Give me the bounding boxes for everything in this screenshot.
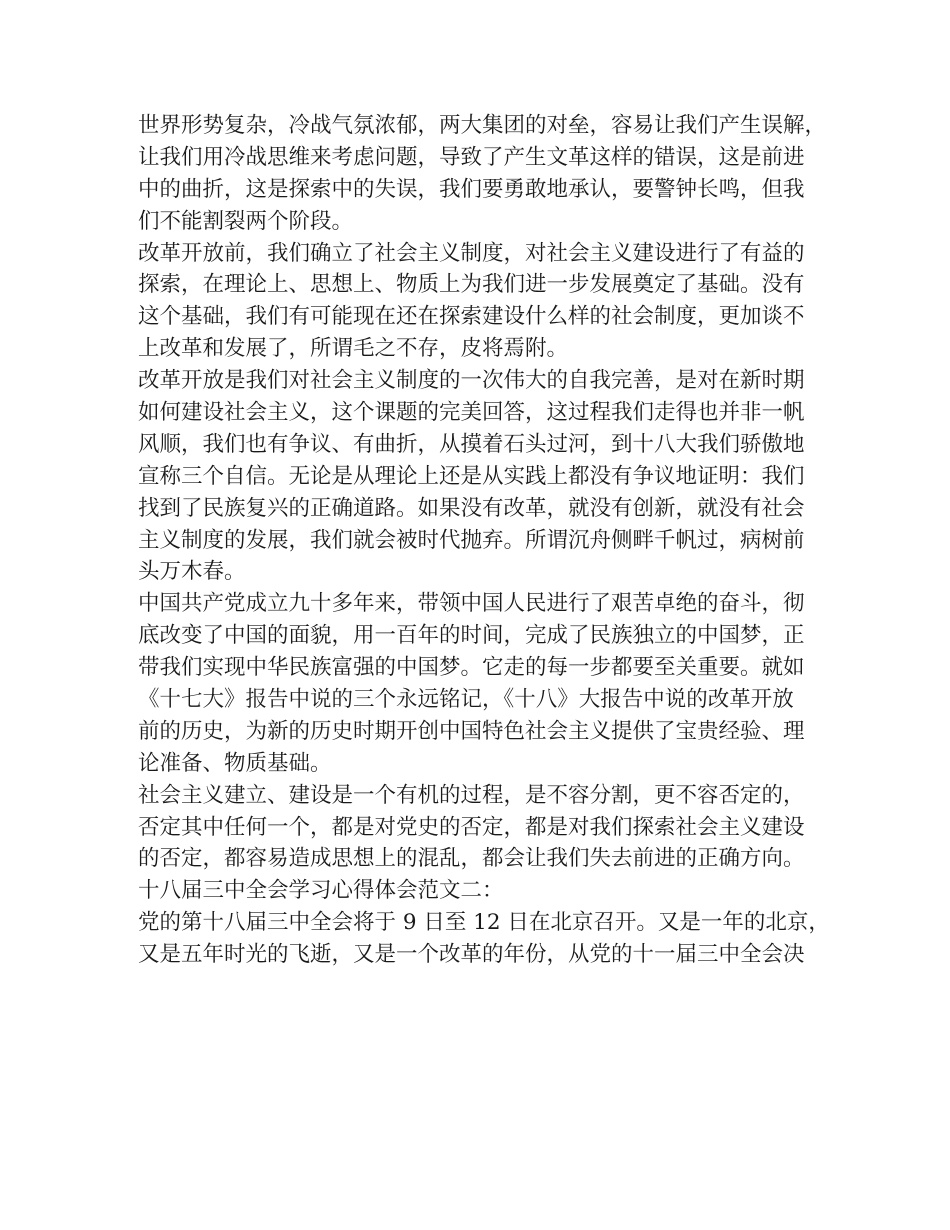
- text-line: 底改变了中国的面貌，用一百年的时间，完成了民族独立的中国梦，正: [138, 623, 805, 649]
- text-line: 风顺，我们也有争议、有曲折，从摸着石头过河，到十八大我们骄傲地: [138, 431, 805, 457]
- text-line: 宣称三个自信。无论是从理论上还是从实践上都没有争议地证明：我们: [138, 463, 805, 489]
- text-line: 前的历史，为新的历史时期开创中国特色社会主义提供了宝贵经验、理: [138, 718, 805, 744]
- text-line: 中国共产党成立九十多年来，带领中国人民进行了艰苦卓绝的奋斗，彻: [138, 591, 805, 617]
- body-text: [138, 110, 828, 971]
- text-line: 探索，在理论上、思想上、物质上为我们进一步发展奠定了基础。没有: [138, 272, 805, 298]
- text-line: 让我们用冷战思维来考虑问题，导致了产生文革这样的错误，这是前进: [138, 144, 805, 170]
- text-line: 上改革和发展了，所谓毛之不存，皮将焉附。: [138, 336, 569, 362]
- text-line: 这个基础，我们有可能现在还在探索建设什么样的社会制度，更加谈不: [138, 304, 805, 330]
- text-line: 又是五年时光的飞逝，又是一个改革的年份，从党的十一届三中全会决: [138, 942, 805, 968]
- text-line: 党的第十八届三中全会将于 9 日至 12 日在北京召开。又是一年的北京，: [138, 910, 830, 936]
- text-line: 头万木春。: [138, 559, 246, 585]
- text-line: 中的曲折，这是探索中的失误，我们要勇敢地承认，要警钟长鸣，但我: [138, 176, 805, 202]
- text-line: 们不能割裂两个阶段。: [138, 208, 354, 234]
- text-line: 如何建设社会主义，这个课题的完美回答，这过程我们走得也并非一帆: [138, 400, 805, 426]
- text-line: 否定其中任何一个，都是对党史的否定，都是对我们探索社会主义建设: [138, 814, 805, 840]
- text-line: 的否定，都容易造成思想上的混乱，都会让我们失去前进的正确方向。: [138, 846, 805, 872]
- text-line: 社会主义建立、建设是一个有机的过程，是不容分割，更不容否定的，: [138, 782, 805, 808]
- section-heading: 十八届三中全会学习心得体会范文二：: [138, 878, 504, 904]
- text-line: 改革开放是我们对社会主义制度的一次伟大的自我完善，是对在新时期: [138, 368, 805, 394]
- text-line: 世界形势复杂，冷战气氛浓郁，两大集团的对垒，容易让我们产生误解，: [138, 113, 827, 138]
- text-line: 带我们实现中华民族富强的中国梦。它走的每一步都要至关重要。就如: [138, 655, 805, 681]
- text-line: 《十七大》报告中说的三个永远铭记，《十八》大报告中说的改革开放: [138, 687, 794, 713]
- text-line: 找到了民族复兴的正确道路。如果没有改革，就没有创新，就没有社会: [138, 495, 805, 521]
- text-line: 主义制度的发展，我们就会被时代抛弃。所谓沉舟侧畔千帆过，病树前: [138, 527, 805, 553]
- text-line: 论准备、物质基础。: [138, 750, 332, 776]
- text-line: 改革开放前，我们确立了社会主义制度，对社会主义建设进行了有益的: [138, 240, 805, 266]
